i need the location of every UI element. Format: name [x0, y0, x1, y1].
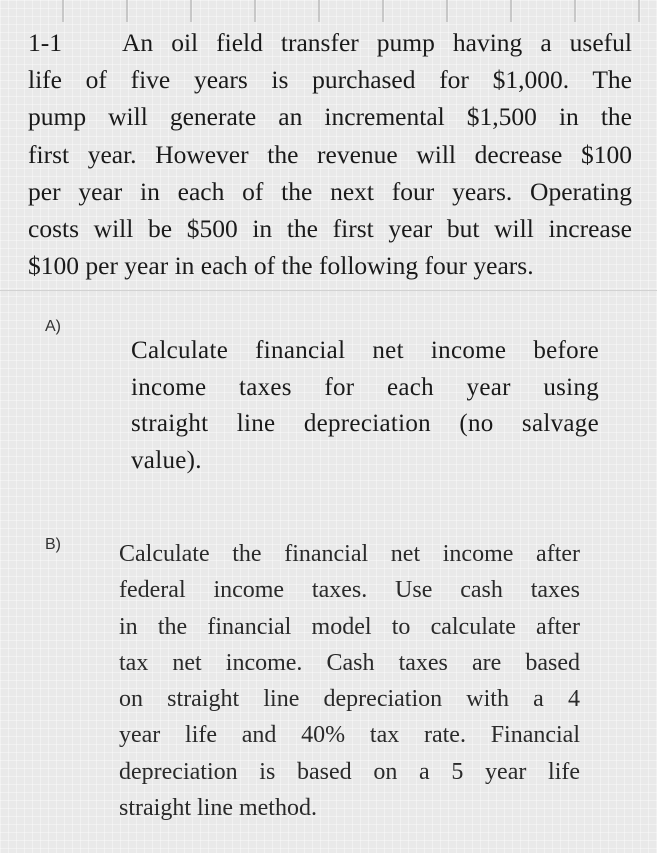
part-b-line: tax net income. Cash taxes are based: [119, 649, 580, 676]
top-grid-lines: [0, 0, 657, 22]
part-a-label: A): [45, 318, 61, 335]
part-b-line: year life and 40% tax rate. Financial: [119, 722, 580, 749]
problem-line: [28, 24, 632, 61]
problem-line: costs will be $500 in the first year but will increase: [28, 214, 632, 244]
problem-line: $100 per year in each of the following four years.: [28, 251, 534, 281]
part-a-line: straight line depreciation (no salvage: [131, 410, 599, 437]
part-a-line: income taxes for each year using: [131, 373, 599, 401]
problem-line: per year in each of the next four years. Operating: [28, 176, 632, 206]
part-b-line: depreciation is based on a 5 year life: [119, 758, 580, 785]
problem-line: life of five years is purchased for $1,000. The: [28, 65, 632, 95]
problem-statement: [28, 24, 632, 284]
part-a-question: [131, 333, 599, 479]
problem-line: pump will generate an incremental $1,500 in the: [28, 102, 632, 132]
divider: [0, 290, 657, 291]
part-b-line: Calculate the financial net income after: [119, 541, 580, 567]
part-a-line: Calculate financial net income before: [131, 337, 599, 364]
problem-line-text: An oil field transfer pump having a useful: [122, 28, 632, 57]
part-b-question: [119, 536, 580, 826]
problem-number: 1-1: [28, 28, 62, 57]
part-b-line: in the financial model to calculate after: [119, 613, 580, 640]
part-b-line: on straight line depreciation with a 4: [119, 686, 580, 713]
part-b-line: straight line method.: [119, 795, 317, 822]
part-a-line: value).: [131, 446, 202, 474]
problem-line: first year. However the revenue will decrease $100: [28, 139, 632, 169]
part-b-label: B): [45, 536, 61, 553]
part-b-line: federal income taxes. Use cash taxes: [119, 577, 580, 604]
